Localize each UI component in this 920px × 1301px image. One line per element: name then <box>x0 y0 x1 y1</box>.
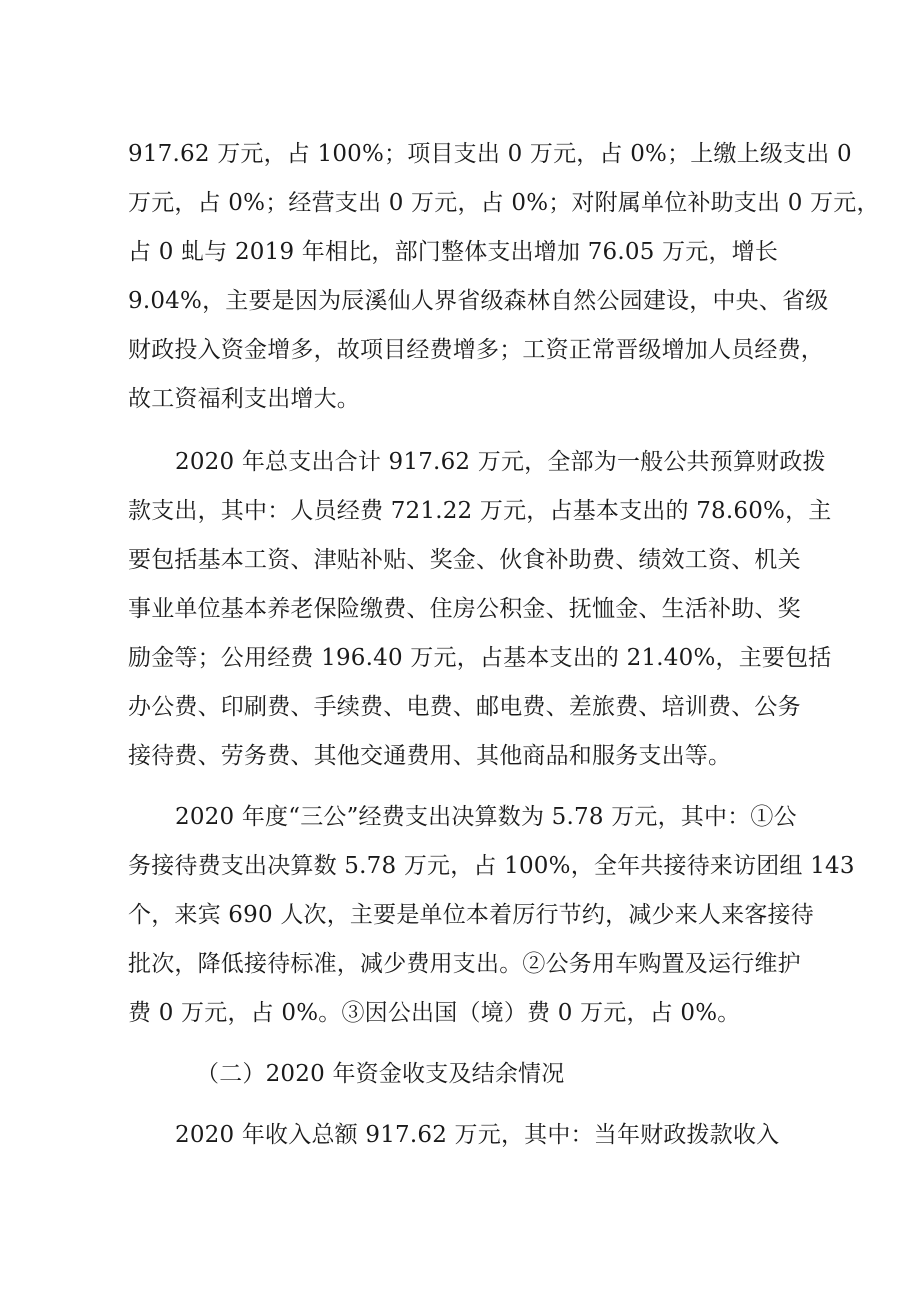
paragraph-line: 接待费、劳务费、其他交通费用、其他商品和服务支出等。 <box>128 743 732 769</box>
paragraph-line: 个，来宾 690 人次，主要是单位本着厉行节约，减少来人来客接待 <box>128 902 814 928</box>
section-heading: （二）2020 年资金收支及结余情况 <box>196 1061 565 1087</box>
paragraph-line: 批次，降低接待标准，减少费用支出。②公务用车购置及运行维护 <box>128 951 801 977</box>
paragraph-line: 2020 年收入总额 917.62 万元，其中：当年财政拨款收入 <box>175 1122 780 1148</box>
paragraph-line: 财政投入资金增多，故项目经费增多；工资正常晋级增加人员经费， <box>128 337 824 363</box>
paragraph-line: 9.04%，主要是因为辰溪仙人界省级森林自然公园建设，中央、省级 <box>128 288 829 314</box>
paragraph-line: 办公费、印刷费、手续费、电费、邮电费、差旅费、培训费、公务 <box>128 694 801 720</box>
paragraph-line: 事业单位基本养老保险缴费、住房公积金、抚恤金、生活补助、奖 <box>128 596 801 622</box>
paragraph-line: 要包括基本工资、津贴补贴、奖金、伙食补助费、绩效工资、机关 <box>128 547 801 573</box>
paragraph-line: 917.62 万元，占 100%；项目支出 0 万元，占 0%；上缴上级支出 0 <box>128 141 852 167</box>
paragraph-line: 2020 年总支出合计 917.62 万元，全部为一般公共预算财政拨 <box>175 449 826 475</box>
paragraph-line: 2020 年度“三公”经费支出决算数为 5.78 万元，其中：①公 <box>175 804 797 830</box>
paragraph-line: 万元，占 0%；经营支出 0 万元，占 0%；对附属单位补助支出 0 万元， <box>128 190 880 216</box>
paragraph-line: 故工资福利支出增大。 <box>128 386 360 412</box>
paragraph-line: 款支出，其中：人员经费 721.22 万元，占基本支出的 78.60%，主 <box>128 498 832 524</box>
paragraph-line: 务接待费支出决算数 5.78 万元，占 100%，全年共接待来访团组 143 <box>128 853 855 879</box>
paragraph-line: 励金等；公用经费 196.40 万元，占基本支出的 21.40%，主要包括 <box>128 645 832 671</box>
paragraph-line: 费 0 万元，占 0%。③因公出国（境）费 0 万元，占 0%。 <box>128 1000 741 1026</box>
paragraph-line: 占 0 虬与 2019 年相比，部门整体支出增加 76.05 万元，增长 <box>128 239 779 265</box>
